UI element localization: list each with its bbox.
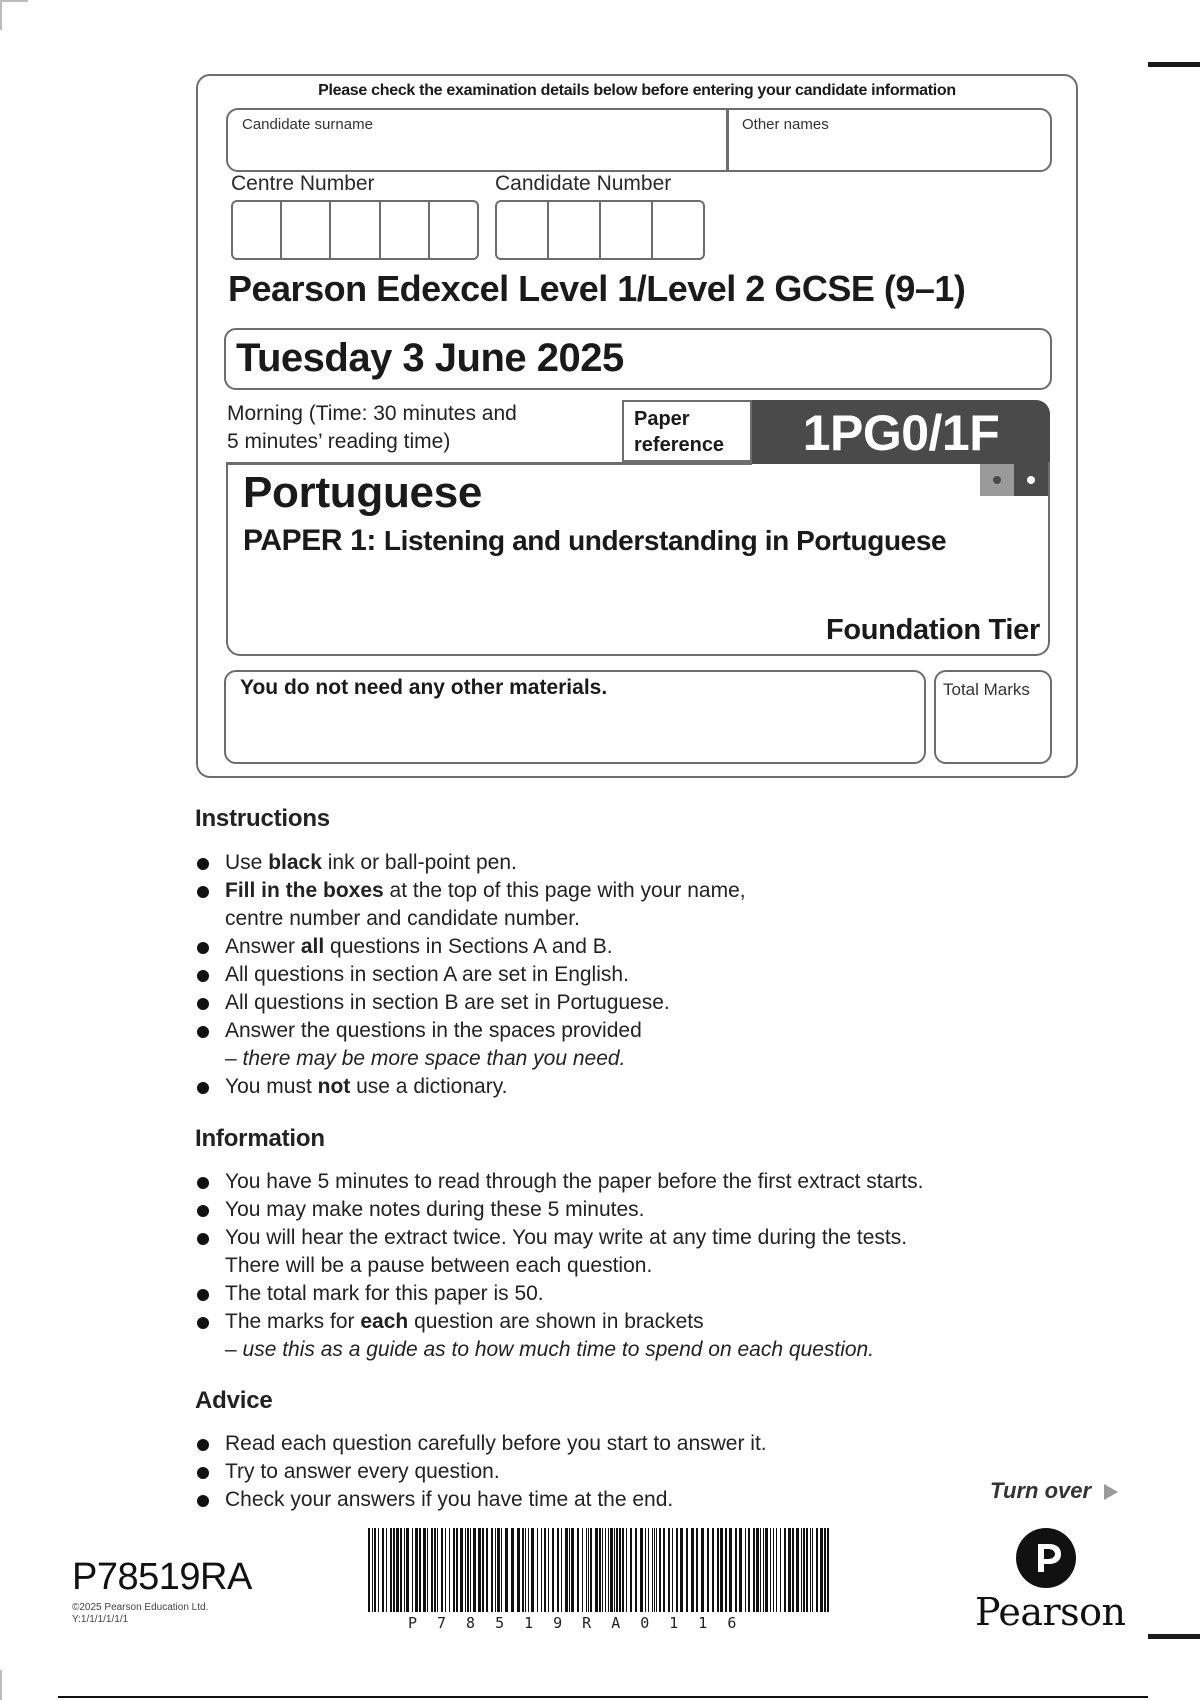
list-item: Try to answer every question. bbox=[195, 1458, 767, 1486]
total-marks-label: Total Marks bbox=[943, 680, 1030, 699]
barcode-bar bbox=[511, 1528, 514, 1612]
barcode-bar bbox=[712, 1528, 714, 1612]
advice-list bbox=[195, 1430, 767, 1514]
dot-dark-icon bbox=[1014, 464, 1048, 496]
barcode-bar bbox=[608, 1528, 609, 1612]
barcode-bar bbox=[501, 1528, 502, 1612]
list-item: You will hear the extract twice. You may write at any time during the tests. There will be a pause between each question. bbox=[195, 1224, 923, 1280]
barcode-bar bbox=[763, 1528, 764, 1612]
barcode-bar bbox=[434, 1528, 436, 1612]
barcode-bar bbox=[707, 1528, 709, 1612]
list-item: Read each question carefully before you start to answer it. bbox=[195, 1430, 767, 1458]
candidate-number-cell[interactable] bbox=[497, 202, 549, 258]
instructions-list bbox=[195, 849, 746, 1101]
barcode-bar bbox=[725, 1528, 727, 1612]
list-item: The marks for each question are shown in brackets – use this as a guide as to how much time to spend on each question. bbox=[195, 1308, 923, 1364]
barcode-bar bbox=[441, 1528, 443, 1612]
corner-mark-bottom-left bbox=[0, 1670, 2, 1700]
tier-label: Foundation Tier bbox=[825, 614, 1040, 646]
barcode-bar bbox=[622, 1528, 624, 1612]
barcode-bar bbox=[427, 1528, 428, 1612]
barcode-bar bbox=[765, 1528, 768, 1612]
barcode-bar bbox=[473, 1528, 476, 1612]
barcode-bar bbox=[467, 1528, 469, 1612]
barcode-bar bbox=[404, 1528, 405, 1612]
centre-number-cell[interactable] bbox=[233, 202, 282, 258]
list-item: You may make notes during these 5 minutes. bbox=[195, 1196, 923, 1224]
barcode-bar bbox=[696, 1528, 698, 1612]
pearson-p-logo-icon bbox=[1016, 1528, 1076, 1588]
paper-name: Listening and understanding in Portuguese bbox=[383, 525, 947, 556]
barcode-bar bbox=[796, 1528, 799, 1612]
barcode-bar bbox=[784, 1528, 786, 1612]
exam-time-line-2: 5 minutes’ reading time) bbox=[227, 430, 451, 453]
paper-code: P78519RA bbox=[72, 1556, 252, 1598]
barcode-bar bbox=[588, 1528, 589, 1612]
barcode-bar bbox=[557, 1528, 559, 1612]
instructions-heading: Instructions bbox=[195, 805, 330, 832]
barcode-bar bbox=[382, 1528, 384, 1612]
barcode-bar bbox=[505, 1528, 508, 1612]
barcode-bar bbox=[525, 1528, 526, 1612]
subject-title: Portuguese bbox=[243, 468, 483, 517]
centre-number-cell[interactable] bbox=[282, 202, 331, 258]
barcode-bar bbox=[368, 1528, 370, 1612]
barcode-bar bbox=[582, 1528, 583, 1612]
barcode-bar bbox=[659, 1528, 661, 1612]
list-item: Check your answers if you have time at the end. bbox=[195, 1486, 767, 1514]
barcode-bar bbox=[729, 1528, 732, 1612]
barcode-bar bbox=[792, 1528, 794, 1612]
barcode-bar bbox=[393, 1528, 395, 1612]
candidate-number-cell[interactable] bbox=[653, 202, 703, 258]
barcode-bar bbox=[495, 1528, 496, 1612]
print-code: Y:1/1/1/1/1/1 bbox=[72, 1614, 129, 1625]
barcode-bar bbox=[801, 1528, 802, 1612]
barcode-bar bbox=[626, 1528, 627, 1612]
barcode-bar bbox=[672, 1528, 673, 1612]
barcode-bar bbox=[614, 1528, 615, 1612]
barcode-bar bbox=[602, 1528, 603, 1612]
list-item: Answer the questions in the spaces provided – there may be more space than you need. bbox=[195, 1017, 746, 1073]
corner-mark-top-left-v bbox=[0, 0, 2, 30]
barcode-bar bbox=[780, 1528, 781, 1612]
exam-time bbox=[227, 400, 517, 456]
centre-number-label: Centre Number bbox=[231, 172, 375, 195]
barcode-bar bbox=[773, 1528, 774, 1612]
barcode-bar bbox=[770, 1528, 771, 1612]
list-item: You have 5 minutes to read through the paper before the first extract starts. bbox=[195, 1168, 923, 1196]
candidate-number-cell[interactable] bbox=[549, 202, 601, 258]
name-box-divider bbox=[726, 108, 729, 172]
barcode-bar bbox=[686, 1528, 688, 1612]
barcode-bar bbox=[717, 1528, 719, 1612]
barcode-bar bbox=[449, 1528, 450, 1612]
barcode-bar bbox=[537, 1528, 538, 1612]
centre-number-cell[interactable] bbox=[331, 202, 380, 258]
barcode-bar bbox=[497, 1528, 500, 1612]
barcode-bar bbox=[610, 1528, 613, 1612]
barcode-bar bbox=[569, 1528, 570, 1612]
list-item: Use black ink or ball-point pen. bbox=[195, 849, 746, 877]
candidate-number-boxes[interactable] bbox=[495, 200, 705, 260]
barcode-bar bbox=[412, 1528, 413, 1612]
barcode-bar bbox=[806, 1528, 808, 1612]
barcode-bar bbox=[745, 1528, 746, 1612]
barcode-bar bbox=[423, 1528, 426, 1612]
centre-number-boxes[interactable] bbox=[231, 200, 479, 260]
barcode-bar bbox=[517, 1528, 520, 1612]
list-item: You must not use a dictionary. bbox=[195, 1073, 746, 1101]
barcode-bar bbox=[453, 1528, 455, 1612]
barcode-bar bbox=[599, 1528, 601, 1612]
other-names-label: Other names bbox=[742, 116, 829, 133]
corner-mark-top-left-h bbox=[0, 0, 28, 2]
barcode-bar bbox=[419, 1528, 421, 1612]
copyright-notice bbox=[72, 1602, 208, 1626]
barcode-bar bbox=[680, 1528, 683, 1612]
barcode-bar bbox=[640, 1528, 643, 1612]
barcode-bar bbox=[415, 1528, 418, 1612]
barcode-text: P78519RA0116 bbox=[408, 1614, 757, 1632]
barcode-bar bbox=[605, 1528, 606, 1612]
barcode-bar bbox=[528, 1528, 529, 1612]
dot-light-icon bbox=[980, 464, 1014, 496]
barcode-bar bbox=[595, 1528, 598, 1612]
exam-time-line-1: Morning (Time: 30 minutes and bbox=[227, 402, 517, 425]
copyright-line: ©2025 Pearson Education Ltd. bbox=[72, 1602, 209, 1613]
turn-over-label: Turn over bbox=[990, 1478, 1092, 1503]
barcode-bar bbox=[565, 1528, 568, 1612]
exam-date: Tuesday 3 June 2025 bbox=[236, 336, 624, 380]
barcode-bar bbox=[630, 1528, 632, 1612]
barcode-bar bbox=[561, 1528, 562, 1612]
barcode-bar bbox=[616, 1528, 618, 1612]
barcode-bar bbox=[482, 1528, 484, 1612]
barcode-bar bbox=[735, 1528, 737, 1612]
list-item: Fill in the boxes at the top of this page with your name, centre number and candidate number. bbox=[195, 877, 746, 933]
barcode-bar bbox=[654, 1528, 655, 1612]
barcode-bar bbox=[390, 1528, 392, 1612]
centre-number-cell[interactable] bbox=[381, 202, 430, 258]
candidate-number-label: Candidate Number bbox=[495, 172, 672, 195]
barcode-bar bbox=[465, 1528, 466, 1612]
barcode-bar bbox=[756, 1528, 759, 1612]
barcode-bar bbox=[701, 1528, 704, 1612]
barcode-bar bbox=[810, 1528, 811, 1612]
barcode-bar bbox=[820, 1528, 823, 1612]
barcode-bar bbox=[431, 1528, 433, 1612]
barcode-bar bbox=[548, 1528, 549, 1612]
barcode-bar bbox=[541, 1528, 542, 1612]
qualification-title: Pearson Edexcel Level 1/Level 2 GCSE (9–1) bbox=[228, 268, 966, 309]
barcode-bar bbox=[437, 1528, 438, 1612]
barcode-bar bbox=[676, 1528, 678, 1612]
candidate-number-cell[interactable] bbox=[601, 202, 653, 258]
barcode-bar bbox=[586, 1528, 587, 1612]
barcode-bar bbox=[816, 1528, 818, 1612]
edge-mark-bottom-right bbox=[1148, 1634, 1200, 1639]
list-item: All questions in section A are set in English. bbox=[195, 961, 746, 989]
barcode-bar bbox=[396, 1528, 399, 1612]
barcode-bar bbox=[648, 1528, 649, 1612]
barcode-bar bbox=[824, 1528, 826, 1612]
barcode-bar bbox=[552, 1528, 554, 1612]
edge-mark-top-right bbox=[1148, 62, 1200, 67]
barcode-bar bbox=[378, 1528, 379, 1612]
barcode-bar bbox=[478, 1528, 481, 1612]
list-item: All questions in section B are set in Portuguese. bbox=[195, 989, 746, 1017]
barcode-bar bbox=[470, 1528, 471, 1612]
barcode-bar bbox=[571, 1528, 574, 1612]
barcode-bar bbox=[812, 1528, 813, 1612]
barcode-bar bbox=[788, 1528, 791, 1612]
barcode-bar bbox=[590, 1528, 592, 1612]
barcode-bar bbox=[803, 1528, 805, 1612]
paper-number: PAPER 1: bbox=[243, 524, 376, 557]
barcode-bar bbox=[544, 1528, 546, 1612]
paper-dots-marker bbox=[980, 464, 1048, 496]
barcode-bar bbox=[522, 1528, 524, 1612]
barcode-bar bbox=[635, 1528, 637, 1612]
barcode-bar bbox=[748, 1528, 750, 1612]
barcode-bar bbox=[486, 1528, 488, 1612]
paper-reference-label-line-2: reference bbox=[634, 434, 725, 456]
information-heading: Information bbox=[195, 1125, 325, 1152]
paper-reference-code: 1PG0/1F bbox=[752, 400, 1050, 464]
check-details-notice: Please check the examination details below before entering your candidate information bbox=[318, 82, 956, 99]
paper-reference-label-line-1: Paper bbox=[634, 408, 690, 430]
barcode-bar bbox=[645, 1528, 646, 1612]
barcode-bar bbox=[739, 1528, 742, 1612]
barcode-bar bbox=[491, 1528, 493, 1612]
information-list bbox=[195, 1168, 923, 1364]
barcode-bar bbox=[668, 1528, 670, 1612]
list-item: Answer all questions in Sections A and B. bbox=[195, 933, 746, 961]
barcode-bar bbox=[691, 1528, 694, 1612]
paper-title bbox=[243, 524, 946, 558]
barcode-bar bbox=[656, 1528, 657, 1612]
barcode-bar bbox=[776, 1528, 777, 1612]
barcode-bar bbox=[827, 1528, 829, 1612]
barcode-bar bbox=[577, 1528, 579, 1612]
paper-reference-label bbox=[622, 400, 752, 462]
barcode-bar bbox=[720, 1528, 723, 1612]
barcode-bar bbox=[372, 1528, 373, 1612]
barcode-bar bbox=[652, 1528, 653, 1612]
barcode-bar bbox=[619, 1528, 621, 1612]
barcode-bar bbox=[760, 1528, 761, 1612]
barcode-bar bbox=[531, 1528, 534, 1612]
barcode-bar bbox=[445, 1528, 446, 1612]
barcode-image bbox=[368, 1528, 834, 1612]
barcode-bar bbox=[456, 1528, 458, 1612]
barcode-bar bbox=[386, 1528, 387, 1612]
barcode-bar bbox=[374, 1528, 376, 1612]
centre-number-cell[interactable] bbox=[430, 202, 477, 258]
materials-notice: You do not need any other materials. bbox=[240, 676, 608, 699]
barcode-bar bbox=[663, 1528, 665, 1612]
advice-heading: Advice bbox=[195, 1387, 273, 1414]
triangle-right-icon bbox=[1104, 1484, 1118, 1500]
barcode-bar bbox=[753, 1528, 755, 1612]
bottom-rule bbox=[58, 1696, 1148, 1698]
barcode-bar bbox=[460, 1528, 463, 1612]
list-item: The total mark for this paper is 50. bbox=[195, 1280, 923, 1308]
candidate-surname-label: Candidate surname bbox=[242, 116, 373, 133]
barcode-bar bbox=[406, 1528, 409, 1612]
publisher-wordmark: Pearson bbox=[975, 1590, 1126, 1634]
barcode-bar bbox=[400, 1528, 402, 1612]
